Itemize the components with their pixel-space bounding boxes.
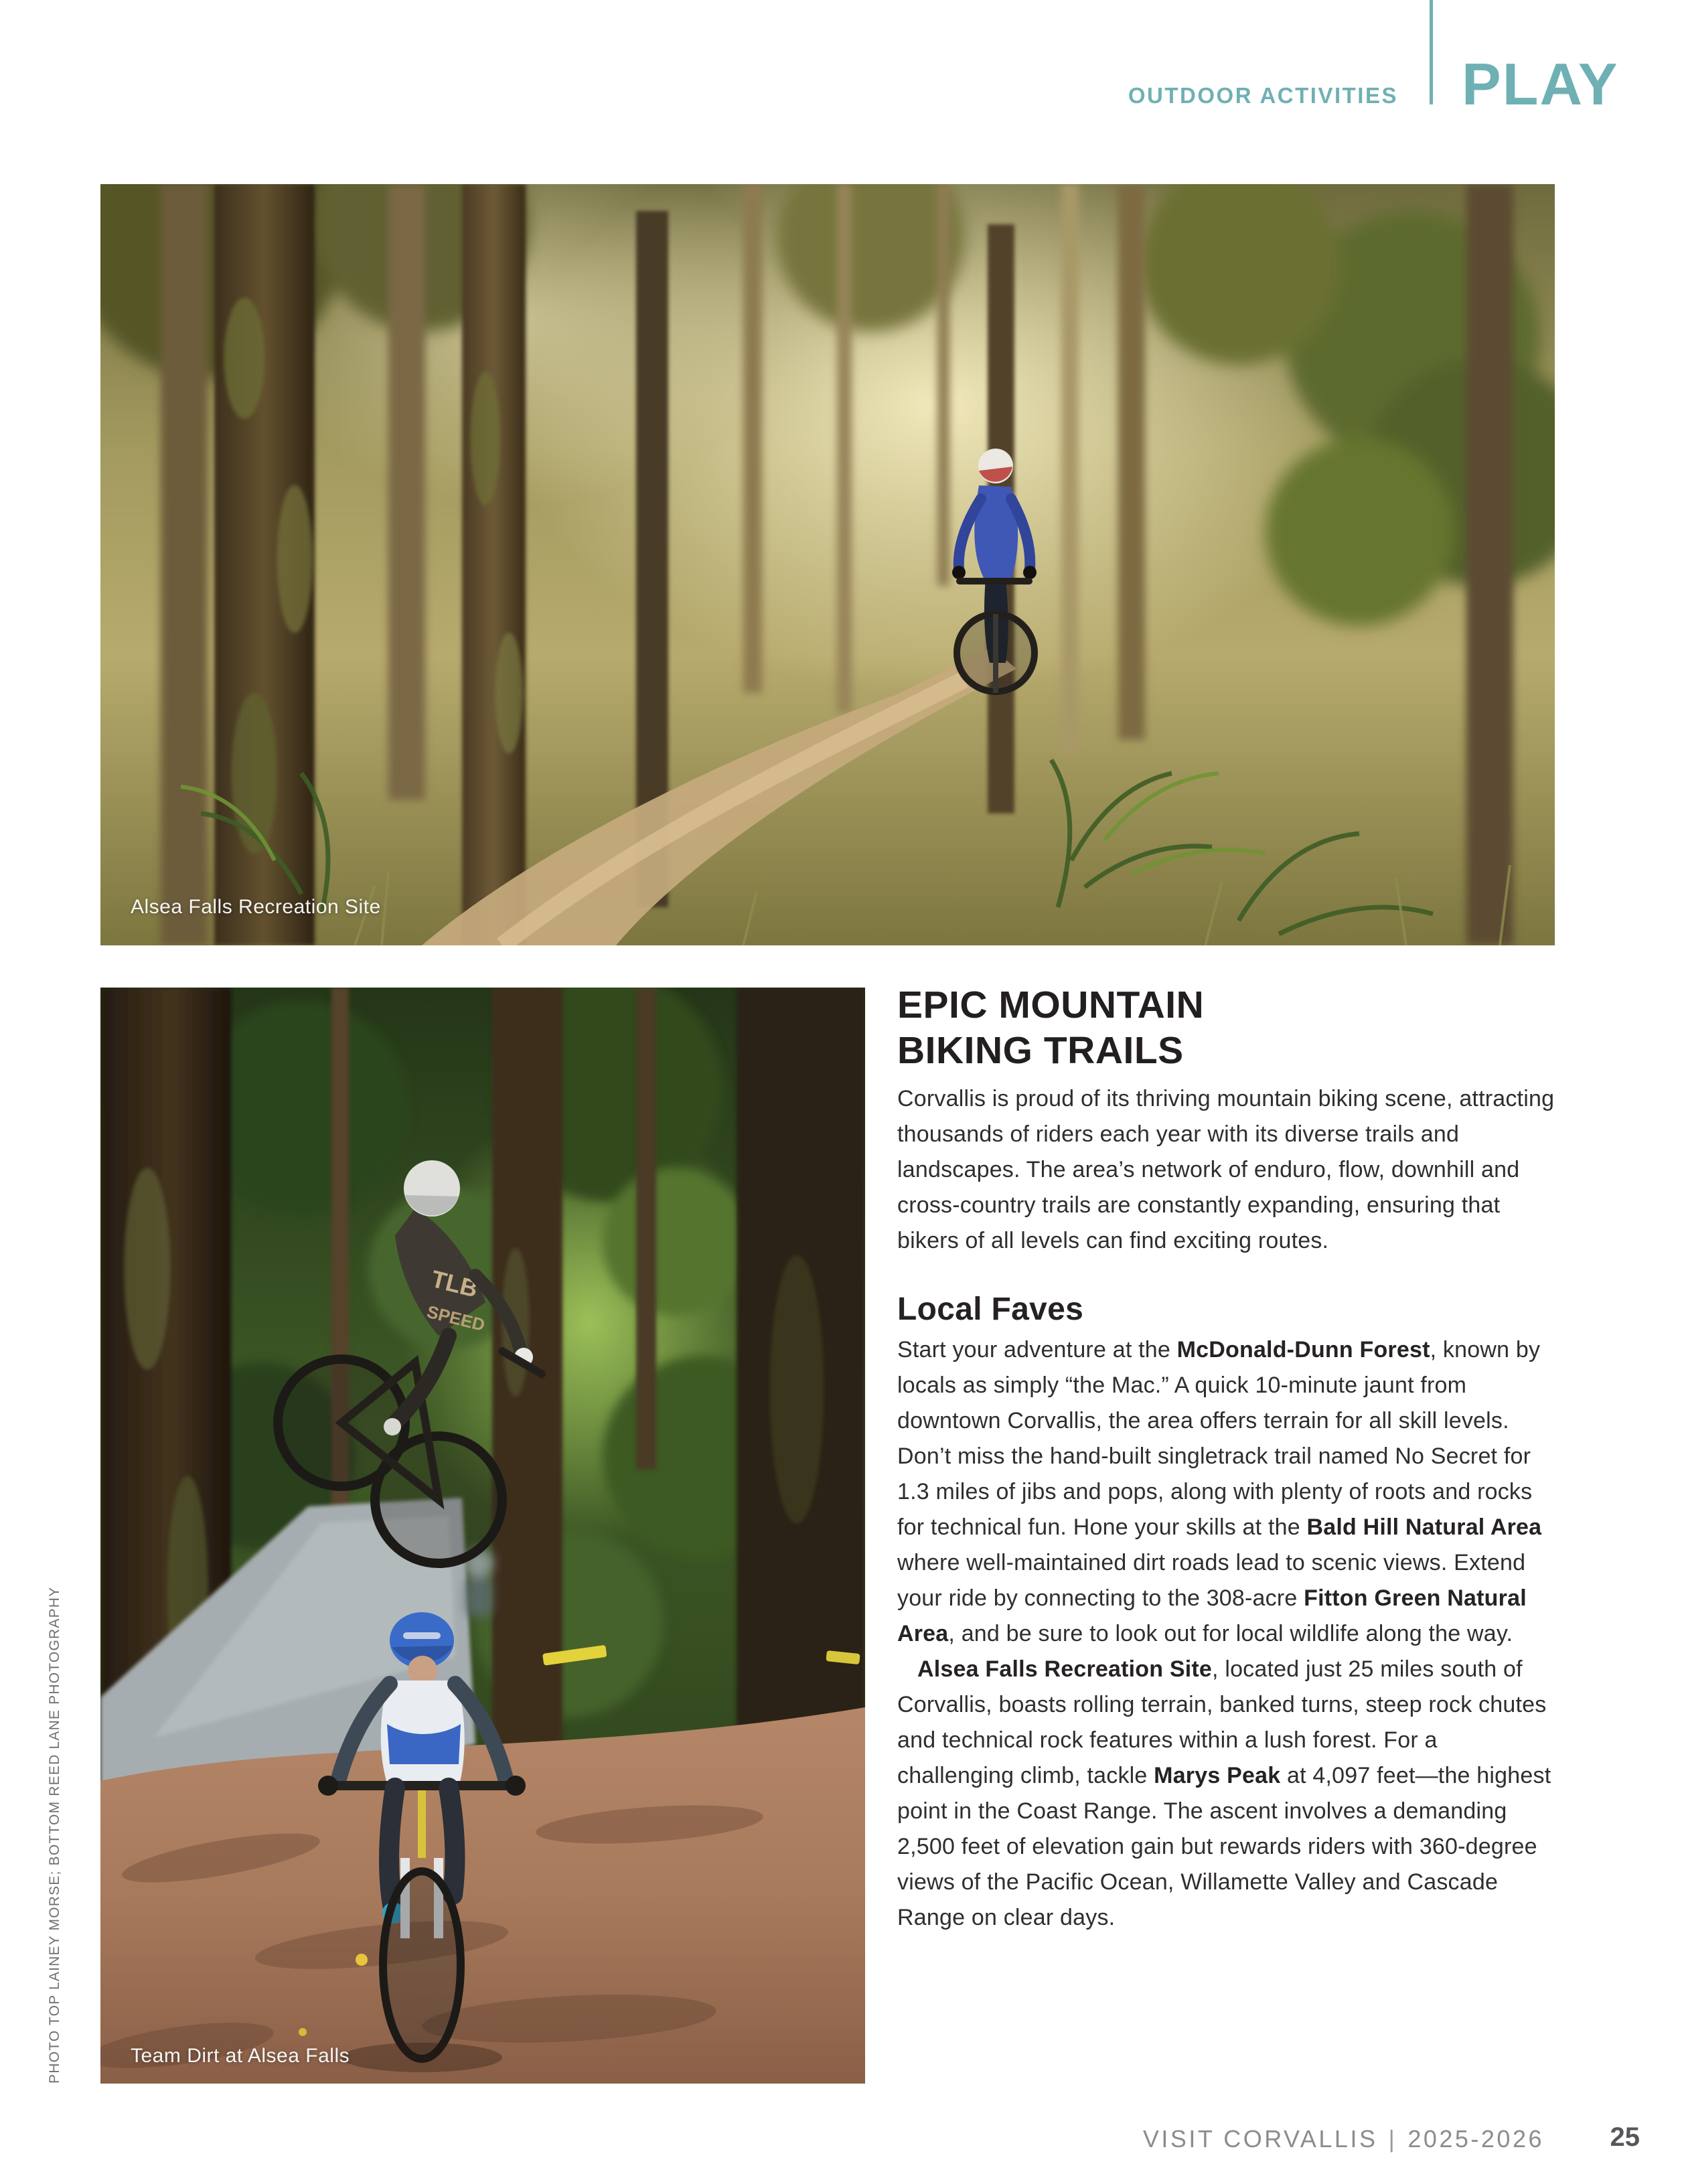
- top-photo: [100, 184, 1555, 945]
- article-title-line1: EPIC MOUNTAIN: [897, 984, 1205, 1026]
- page-title: PLAY: [1462, 51, 1619, 117]
- article-column: [897, 982, 1557, 1936]
- article-paragraph: Start your adventure at the McDonald-Dunn Forest, known by locals as simply “the Mac.” A quick 10-minute jaunt from downtown Corvallis, the area offers terrain for all skill levels. Don’t miss the hand-built singletrack trail named No Secret for 1.3 miles of jibs and pops, along with plenty of roots and rocks for technical fun. Hone your skills at the Bald Hill Natural Area where well-maintained dirt roads lead to scenic views. Extend your ride by connecting to the 308-acre Fitton Green Natural Area, and be sure to look out for local wildlife along the way.: [897, 1337, 1542, 1646]
- footer-imprint: [1143, 2125, 1544, 2153]
- article-title-line2: BIKING TRAILS: [897, 1029, 1184, 1072]
- bottom-photo: [100, 988, 865, 2084]
- footer-separator: |: [1388, 2125, 1397, 2153]
- svg-text:SPEED: SPEED: [425, 1301, 487, 1336]
- article-paragraphs: [897, 1332, 1557, 1936]
- article-subheading: Local Faves: [897, 1292, 1084, 1327]
- photo-credit: PHOTO TOP LAINEY MORSE; BOTTOM REED LANE PHOTOGRAPHY: [47, 1586, 62, 2084]
- bottom-photo-caption: Team Dirt at Alsea Falls: [131, 2045, 350, 2067]
- svg-text:TLB: TLB: [429, 1264, 481, 1303]
- top-photo-caption: Alsea Falls Recreation Site: [131, 896, 381, 918]
- section-label: OUTDOOR ACTIVITIES: [1128, 83, 1398, 108]
- header-divider-line: [1430, 0, 1433, 104]
- article-paragraph: Alsea Falls Recreation Site, located just 25 miles south of Corvallis, boasts rolling terrain, banked turns, steep rock chutes and technical rock features within a lush forest. For a challenging climb, tackle Marys Peak at 4,097 feet—the highest point in the Coast Range. The ascent involves a demanding 2,500 feet of elevation gain but rewards riders with 360-degree views of the Pacific Ocean, Willamette Valley and Cascade Range on clear days.: [897, 1656, 1551, 1930]
- article-intro: Corvallis is proud of its thriving mountain biking scene, attracting thousands of riders each year with its diverse trails and landscapes. The area’s network of enduro, flow, downhill and cross-country trails are constantly expanding, ensuring that bikers of all levels can find exciting routes.: [897, 1086, 1555, 1253]
- footer-imprint-name: VISIT CORVALLIS: [1142, 2125, 1378, 2153]
- forest-trail-illustration: [100, 184, 1555, 945]
- footer-year: 2025-2026: [1407, 2125, 1544, 2153]
- article-title: [897, 982, 1557, 1073]
- bike-jump-illustration: [100, 988, 865, 2084]
- page-number: 25: [1610, 2122, 1640, 2152]
